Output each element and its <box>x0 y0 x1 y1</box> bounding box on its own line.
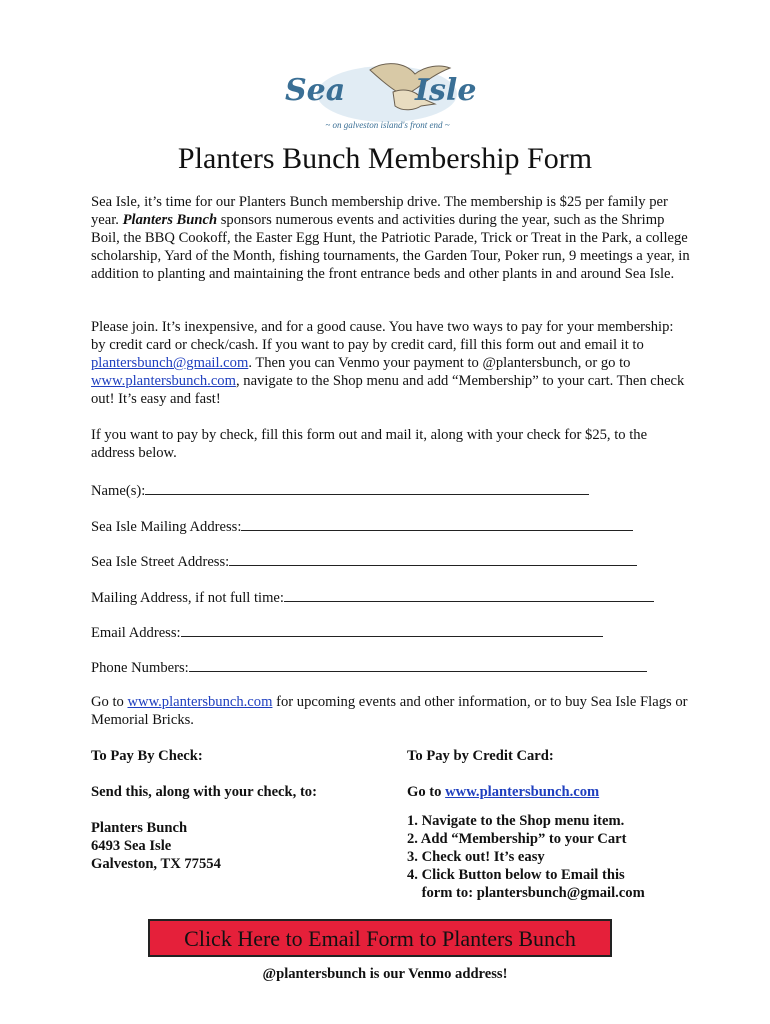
step-1: 1. Navigate to the Shop menu item. <box>407 813 625 829</box>
step-4: 4. Click Button below to Email this <box>407 867 625 883</box>
street-address-field[interactable] <box>91 551 637 571</box>
phone-label: Phone Numbers: <box>91 660 189 676</box>
step-2: 2. Add “Membership” to your Cart <box>407 831 627 847</box>
names-input-line[interactable] <box>145 480 589 495</box>
logo-word-sea: Sea <box>285 73 346 108</box>
intro-text-2: sponsors numerous events and activities during the year, such as the Shrimp Boil, the BBQ Cookoff, the Easter Egg Hunt, the Patriotic Parade, Trick or Treat in the Park, a college scholarship, Yard of the Month, fishing tournaments, the Garden Tour, Poker run, 9 meetings a year, in addition to planting and maintaining the front entrance beds and other plants in and around Sea Isle. <box>91 212 690 282</box>
alt-mailing-address-field[interactable] <box>91 587 654 607</box>
email-form-button[interactable]: Click Here to Email Form to Planters Bunch <box>148 919 612 957</box>
intro-brand: Planters Bunch <box>122 212 218 228</box>
street-input-line[interactable] <box>229 551 637 566</box>
join-text-1: Please join. It’s inexpensive, and for a good cause. You have two ways to pay for your membership: by credit card or check/cash. If you want to pay by credit card, fill this form out and email it to <box>91 319 674 353</box>
website-link-2[interactable]: www.plantersbunch.com <box>127 694 273 710</box>
alt-mailing-input-line[interactable] <box>284 587 654 602</box>
mailing-label: Sea Isle Mailing Address: <box>91 519 242 535</box>
address-line-3: Galveston, TX 77554 <box>91 856 221 872</box>
address-line-1: Planters Bunch <box>91 820 188 836</box>
intro-paragraph <box>91 193 691 283</box>
card-heading: To Pay by Credit Card: <box>407 748 554 764</box>
mailing-address-field[interactable] <box>91 516 633 536</box>
mailing-input-line[interactable] <box>241 516 633 531</box>
goto-paragraph <box>91 693 691 729</box>
email-address-field[interactable] <box>91 622 603 642</box>
card-goto <box>407 783 599 801</box>
check-heading: To Pay By Check: <box>91 748 203 764</box>
check-send-to: Send this, along with your check, to: <box>91 784 317 800</box>
goto-prefix: Go to <box>91 694 128 710</box>
email-label: Email Address: <box>91 625 181 641</box>
logo-tagline: ~ on galveston island's front end ~ <box>325 120 450 130</box>
email-input-line[interactable] <box>181 622 603 637</box>
card-goto-prefix: Go to <box>407 784 446 800</box>
phone-input-line[interactable] <box>189 657 647 672</box>
names-field[interactable] <box>91 480 589 500</box>
page-title: Planters Bunch Membership Form <box>177 142 593 175</box>
goto-suffix: for upcoming events and other information, or to buy Sea Isle Flags or Memorial Bricks. <box>91 694 688 728</box>
address-line-2: 6493 Sea Isle <box>91 838 172 854</box>
alt-mailing-label: Mailing Address, if not full time: <box>91 590 284 606</box>
logo-word-isle: Isle <box>415 73 477 108</box>
venmo-note: @plantersbunch is our Venmo address! <box>262 966 508 982</box>
names-label: Name(s): <box>91 483 146 499</box>
email-link[interactable]: plantersbunch@gmail.com <box>91 355 249 371</box>
join-text-2: . Then you can Venmo your payment to @plantersbunch, or go to <box>248 355 631 371</box>
check-paragraph: If you want to pay by check, fill this form out and mail it, along with your check for $25, to the address below. <box>91 427 648 461</box>
mailing-address-block <box>91 819 221 873</box>
street-label: Sea Isle Street Address: <box>91 554 230 570</box>
intro-text-1: Sea Isle, it’s time for our Planters Bunch membership drive. The membership is $25 per family per year. <box>91 194 668 228</box>
website-link[interactable]: www.plantersbunch.com <box>91 373 236 389</box>
website-link-3[interactable]: www.plantersbunch.com <box>445 784 600 800</box>
join-paragraph <box>91 318 691 408</box>
phone-numbers-field[interactable] <box>91 657 647 677</box>
credit-card-steps <box>407 812 687 902</box>
step-4-cont: form to: plantersbunch@gmail.com <box>407 885 645 901</box>
join-text-3: , navigate to the Shop menu and add “Membership” to your cart. Then check out! It’s easy and fast! <box>91 373 685 407</box>
step-3: 3. Check out! It’s easy <box>407 849 545 865</box>
